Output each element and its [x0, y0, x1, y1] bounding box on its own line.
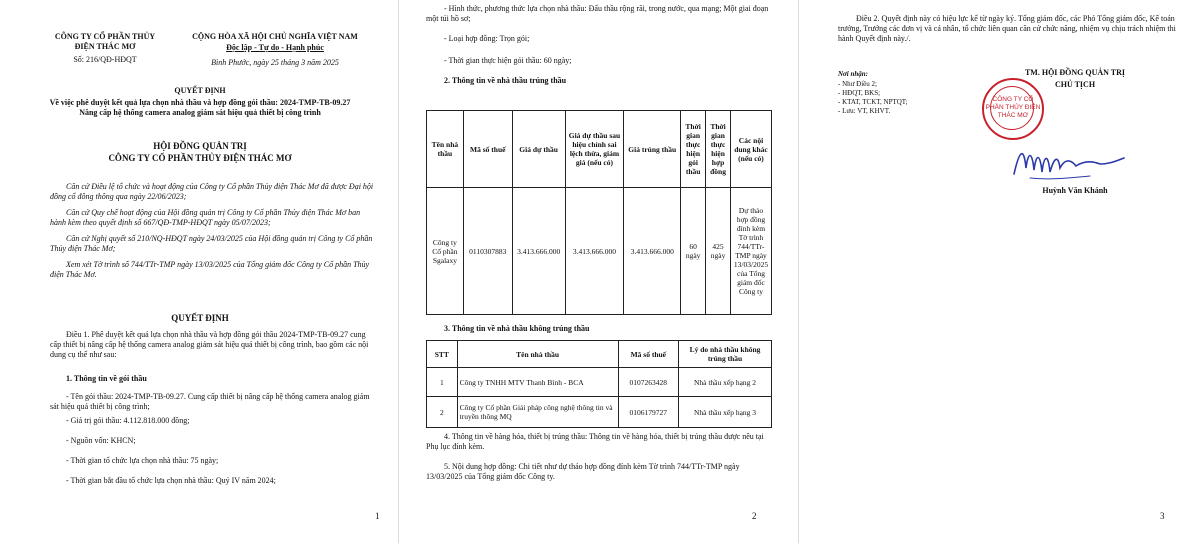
- winner-table-header: [427, 111, 772, 188]
- cell-package-time: 60 ngày: [681, 188, 706, 315]
- loser-table-header: [427, 341, 772, 368]
- basis-1: Căn cứ Điều lệ tổ chức và hoạt động của Công ty Cổ phần Thủy điện Thác Mơ đã được Đại hội đồng cổ đông thông qua ngày 22/06/2023;: [50, 182, 374, 201]
- bid-item-start: - Thời gian bắt đầu tổ chức lựa chọn nhà thầu: Quý IV năm 2024;: [66, 476, 276, 485]
- article-2: Điều 2. Quyết định này có hiệu lực kể từ ngày ký. Tổng giám đốc, các Phó Tổng giám đốc, Kế toán trưởng, Trưởng các đơn vị và cá nhân, tổ chức liên quan căn cứ chức năng, nhiệm vụ chịu trách nhiệm thi hành Quyết định này./.: [838, 14, 1176, 43]
- cell-stt: 1: [427, 368, 458, 397]
- cell-winning-price: 3.413.666.000: [624, 188, 681, 315]
- section-1-title: 1. Thông tin về gói thầu: [66, 374, 147, 383]
- recipient-3: - KTAT, TCKT, NPTQT;: [838, 98, 908, 106]
- cell-tax-code: 0110307883: [463, 188, 512, 315]
- recipient-4: - Lưu: VT, KHVT.: [838, 107, 891, 115]
- cell-bidder: Công ty TNHH MTV Thanh Bình - BCA: [457, 368, 618, 397]
- page-number-3: 3: [1160, 511, 1165, 521]
- cell-adjusted-price: 3.413.666.000: [565, 188, 624, 315]
- handwritten-signature: [1010, 138, 1130, 186]
- section-2-title: 2. Thông tin về nhà thầu trúng thầu: [444, 76, 567, 85]
- header-cell: Thời gian thực hiện hợp đồng: [706, 111, 731, 188]
- cell-bidder: Công ty Cổ phần Sgalaxy: [427, 188, 464, 315]
- basis-4: Xem xét Tờ trình số 744/TTr-TMP ngày 13/03/2025 của Tổng giám đốc Công ty Cổ phần Thủy điện Thác Mơ.: [50, 260, 370, 279]
- document-page-1: [0, 0, 397, 543]
- cell-tax-code: 0107263428: [618, 368, 678, 397]
- company-seal-stamp: [982, 78, 1044, 140]
- page-separator: [798, 0, 799, 543]
- loser-table: [426, 340, 772, 428]
- article-1: Điều 1. Phê duyệt kết quả lựa chọn nhà thầu và hợp đồng gói thầu 2024-TMP-TB-09.27 cung cấp thiết bị nâng cấp hệ thống camera analog giám sát hiệu quả thiết bị công trình, bao gồm các nội dung cụ thể như sau:: [50, 330, 369, 359]
- header-cell: Thời gian thực hiện gói thầu: [681, 111, 706, 188]
- cell-reason: Nhà thầu xếp hạng 2: [679, 368, 772, 397]
- basis-3: Căn cứ Nghị quyết số 210/NQ-HĐQT ngày 24/03/2025 của Hội đồng quản trị Công ty Cổ phần Thủy điện Thác Mơ;: [50, 234, 373, 253]
- winner-table-row: [427, 188, 772, 315]
- section-3-title: 3. Thông tin về nhà thầu không trúng thầu: [444, 324, 590, 333]
- cell-contract-time: 425 ngày: [706, 188, 731, 315]
- doc-subject: Về việc phê duyệt kết quả lựa chọn nhà thầu và hợp đồng gói thầu: 2024-TMP-TB-09.27 Nâng cấp hệ thống camera analog giám sát hiệu quả thiết bị công trình: [49, 98, 351, 117]
- bid-item-name: - Tên gói thầu: 2024-TMP-TB-09.27. Cung cấp thiết bị nâng cấp hệ thống camera analog giám sát hiệu quả thiết bị công trình;: [50, 392, 370, 411]
- section-4: 4. Thông tin về hàng hóa, thiết bị trúng thầu: Thông tin về hàng hóa, thiết bị trúng thầu được nêu tại Phụ lục đính kèm.: [426, 432, 764, 451]
- document-page-3: [800, 0, 1200, 543]
- bid-item-value: - Giá trị gói thầu: 4.112.818.000 đồng;: [66, 416, 190, 425]
- header-cell: Tên nhà thầu: [457, 341, 618, 368]
- recipient-1: - Như Điều 2;: [838, 80, 877, 88]
- header-cell: Giá dự thầu sau hiệu chỉnh sai lệch thừa, giảm giá (nếu có): [565, 111, 624, 188]
- execution-time: - Thời gian thực hiện gói thầu: 60 ngày;: [444, 56, 572, 65]
- recipient-2: - HĐQT, BKS;: [838, 89, 881, 97]
- table-row: [427, 368, 772, 397]
- sign-title-2: CHỦ TỊCH: [1054, 80, 1096, 89]
- cell-tax-code: 0106179727: [618, 397, 678, 428]
- bid-item-source: - Nguồn vốn: KHCN;: [66, 436, 136, 445]
- issuer-line-2: CÔNG TY CỔ PHẦN THỦY ĐIỆN THÁC MƠ: [108, 153, 292, 163]
- winner-table: [426, 110, 772, 315]
- bid-method: - Hình thức, phương thức lựa chọn nhà thầu: Đấu thầu rộng rãi, trong nước, qua mạng; Một giai đoạn một túi hồ sơ;: [426, 4, 769, 23]
- header-cell: Các nội dung khác (nếu có): [730, 111, 771, 188]
- cell-reason: Nhà thầu xếp hạng 3: [679, 397, 772, 428]
- page-number-1: 1: [375, 511, 380, 521]
- recipients-title: Nơi nhận:: [838, 70, 869, 78]
- sign-title-1: TM. HỘI ĐỒNG QUẢN TRỊ: [1024, 68, 1126, 77]
- page-separator: [398, 0, 399, 543]
- contract-type: - Loại hợp đồng: Trọn gói;: [444, 34, 530, 43]
- stamp-text: CÔNG TY CỔ PHẦN THỦY ĐIỆN THÁC MƠ: [985, 96, 1041, 119]
- cell-stt: 2: [427, 397, 458, 428]
- header-cell: STT: [427, 341, 458, 368]
- table-row: [427, 397, 772, 428]
- decision-heading: QUYẾT ĐỊNH: [171, 313, 229, 323]
- doc-number: Số: 216/QĐ-HĐQT: [73, 55, 137, 64]
- signer-name: Huỳnh Văn Khánh: [1042, 186, 1108, 195]
- section-5: 5. Nội dung hợp đồng: Chi tiết như dự thảo hợp đồng đính kèm Tờ trình 744/TTr-TMP ngày 13/03/2025 của Tổng giám đốc Công ty.: [426, 462, 740, 481]
- cell-bidder: Công ty Cổ phần Giải pháp công nghệ thông tin và truyền thông MQ: [457, 397, 618, 428]
- header-cell: Lý do nhà thầu không trúng thầu: [679, 341, 772, 368]
- header-cell: Mã số thuế: [618, 341, 678, 368]
- company-name: CÔNG TY CỔ PHẦN THỦY ĐIỆN THÁC MƠ: [54, 32, 156, 51]
- cell-bid-price: 3.413.666.000: [512, 188, 565, 315]
- place-date: Bình Phước, ngày 25 tháng 3 năm 2025: [211, 58, 339, 67]
- basis-2: Căn cứ Quy chế hoạt động của Hội đồng quản trị Công ty Cổ phần Thủy điện Thác Mơ ban hành kèm theo quyết định số 667/QĐ-TMP-HĐQT ngày 05/07/2023;: [50, 208, 361, 227]
- cell-other: Dự thảo hợp đồng đính kèm Tờ trình 744/TTr-TMP ngày 13/03/2025 của Tổng giám đốc Công ty: [730, 188, 771, 315]
- page-number-2: 2: [752, 511, 757, 521]
- country-name: CỘNG HÒA XÃ HỘI CHỦ NGHĨA VIỆT NAM: [192, 32, 358, 41]
- issuer-line-1: HỘI ĐỒNG QUẢN TRỊ: [153, 141, 247, 151]
- motto: Độc lập - Tự do - Hạnh phúc: [226, 43, 324, 52]
- bid-item-duration: - Thời gian tổ chức lựa chọn nhà thầu: 75 ngày;: [66, 456, 219, 465]
- doc-type: QUYẾT ĐỊNH: [174, 86, 226, 95]
- header-cell: Mã số thuế: [463, 111, 512, 188]
- header-cell: Tên nhà thầu: [427, 111, 464, 188]
- header-cell: Giá dự thầu: [512, 111, 565, 188]
- header-cell: Giá trúng thầu: [624, 111, 681, 188]
- document-page-2: [400, 0, 797, 543]
